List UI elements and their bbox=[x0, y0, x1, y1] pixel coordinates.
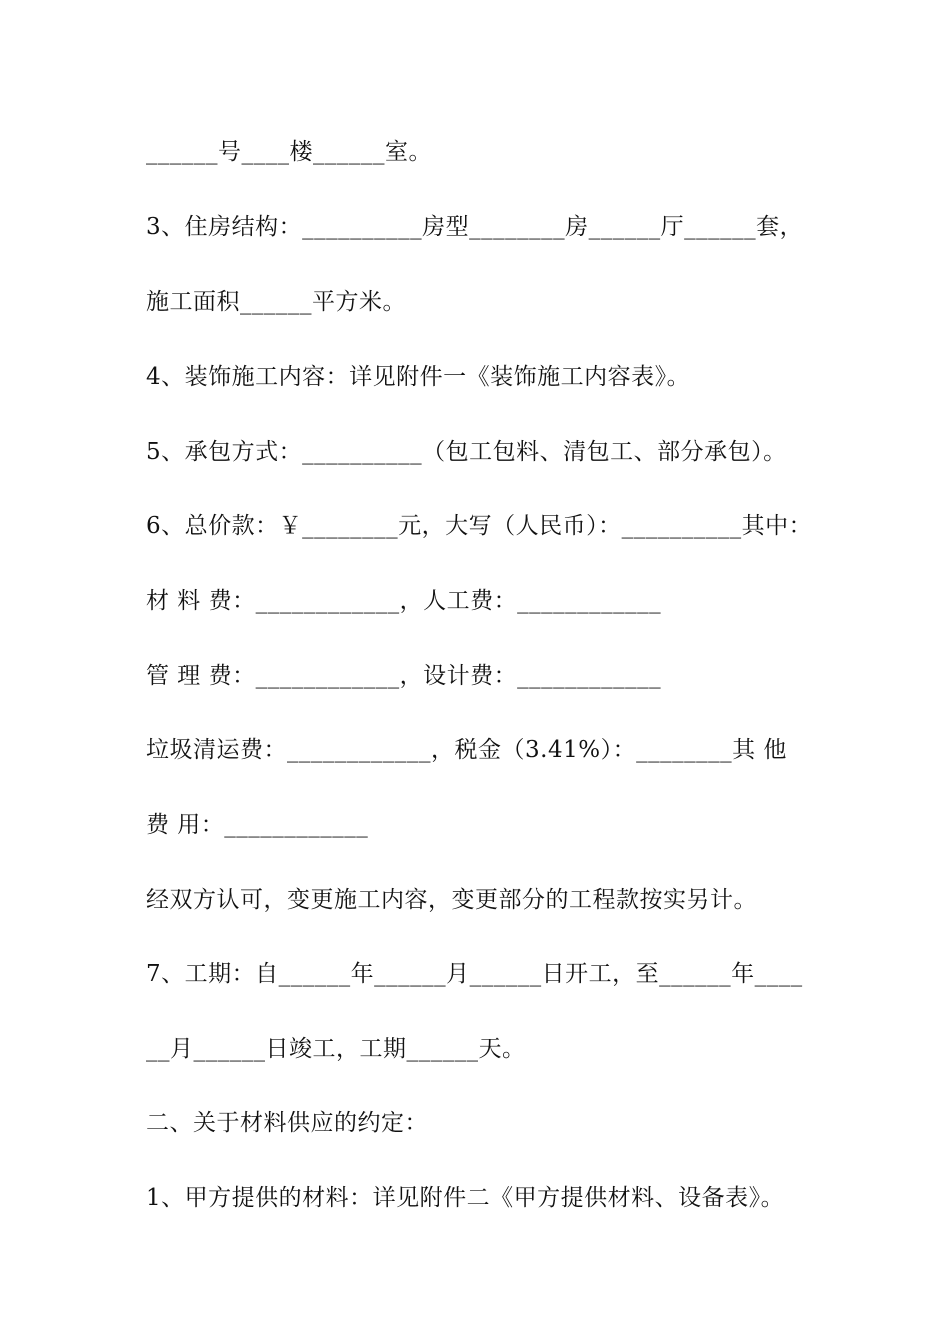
decoration-content-line: 4、装饰施工内容：详见附件一《装饰施工内容表》。 bbox=[146, 364, 691, 390]
section-heading-materials: 二、关于材料供应的约定： bbox=[146, 1110, 428, 1136]
cleanup-tax-fee-line: 垃圾清运费：____________，税金（3.41%）：________其 他 bbox=[146, 737, 787, 763]
party-a-materials-line: 1、甲方提供的材料：详见附件二《甲方提供材料、设备表》。 bbox=[146, 1185, 785, 1211]
total-price-line: 6、总价款：￥________元，大写（人民币）：__________其中： bbox=[146, 513, 813, 539]
material-labor-fee-line: 材 料 费：____________，人工费：____________ bbox=[146, 588, 662, 614]
schedule-line: 7、工期：自______年______月______日开工，至______年____ bbox=[146, 961, 803, 987]
other-fee-line: 费 用：____________ bbox=[146, 812, 369, 838]
schedule-end-line: __月______日竣工，工期______天。 bbox=[146, 1036, 526, 1062]
housing-structure-line: 3、住房结构：__________房型________房______厅______套， bbox=[146, 214, 804, 240]
address-line: ______号____楼______室。 bbox=[146, 139, 432, 165]
management-design-fee-line: 管 理 费：____________，设计费：____________ bbox=[146, 663, 662, 689]
construction-area-line: 施工面积______平方米。 bbox=[146, 289, 406, 315]
change-clause-line: 经双方认可，变更施工内容，变更部分的工程款按实另计。 bbox=[146, 887, 757, 913]
contract-method-line: 5、承包方式：__________（包工包料、清包工、部分承包）。 bbox=[146, 439, 787, 465]
